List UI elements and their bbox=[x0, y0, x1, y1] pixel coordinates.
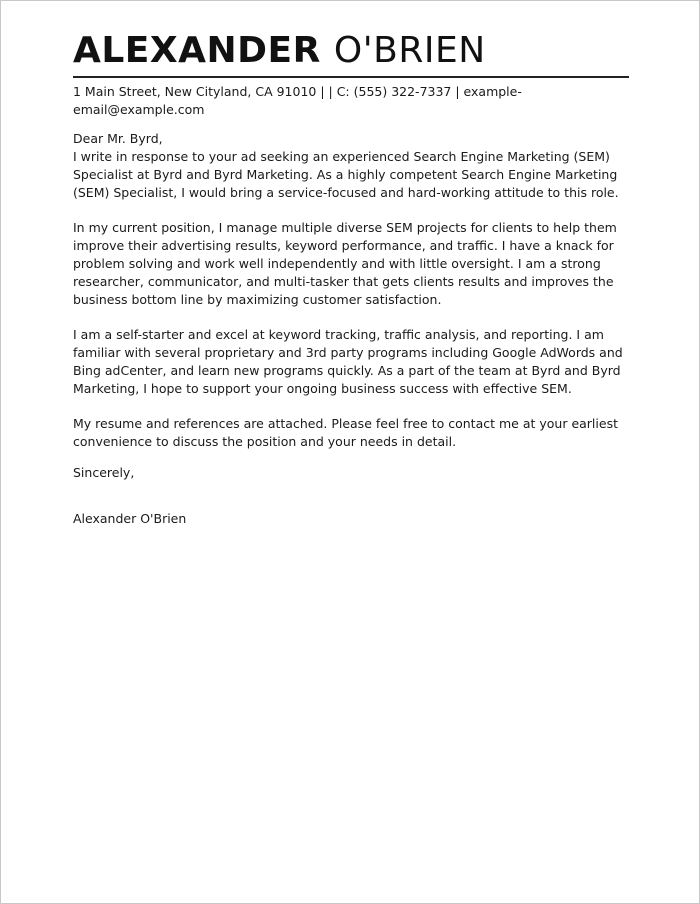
body-paragraph-2: In my current position, I manage multiple diverse SEM projects for clients to help them improve their advertising results, keyword performance, and traffic. I have a knack for problem solving and work well independently and with little oversight. I am a strong researcher, communicator, and multi-tasker that gets clients results and improves the business bottom line by maximizing customer satisfaction. bbox=[73, 220, 617, 307]
body-paragraph-1: I write in response to your ad seeking an experienced Search Engine Marketing (SEM) Specialist at Byrd and Byrd Marketing. As a highly competent Search Engine Marketing (SEM) Specialist, I would bring a service-focused and hard-working attitude to this role. bbox=[73, 149, 619, 200]
first-name: ALEXANDER bbox=[73, 30, 321, 71]
body-paragraph-4: My resume and references are attached. Please feel free to contact me at your earliest convenience to discuss the position and your needs in detail. bbox=[73, 416, 618, 449]
contact-info: 1 Main Street, New Cityland, CA 91010 | | C: (555) 322-7337 | example-email@example.com bbox=[73, 84, 522, 117]
header-divider bbox=[73, 76, 629, 78]
applicant-name bbox=[73, 29, 633, 73]
body-paragraph-3: I am a self-starter and excel at keyword tracking, traffic analysis, and reporting. I am familiar with several proprietary and 3rd party programs including Google AdWords and Bing adCenter, and learn new programs quickly. As a part of the team at Byrd and Byrd Marketing, I hope to support your ongoing business success with effective SEM. bbox=[73, 327, 623, 396]
signature-name: Alexander O'Brien bbox=[73, 511, 187, 526]
cover-letter bbox=[73, 29, 633, 528]
closing: Sincerely, bbox=[73, 465, 135, 480]
salutation: Dear Mr. Byrd, bbox=[73, 131, 163, 146]
last-name: O'BRIEN bbox=[333, 30, 486, 71]
